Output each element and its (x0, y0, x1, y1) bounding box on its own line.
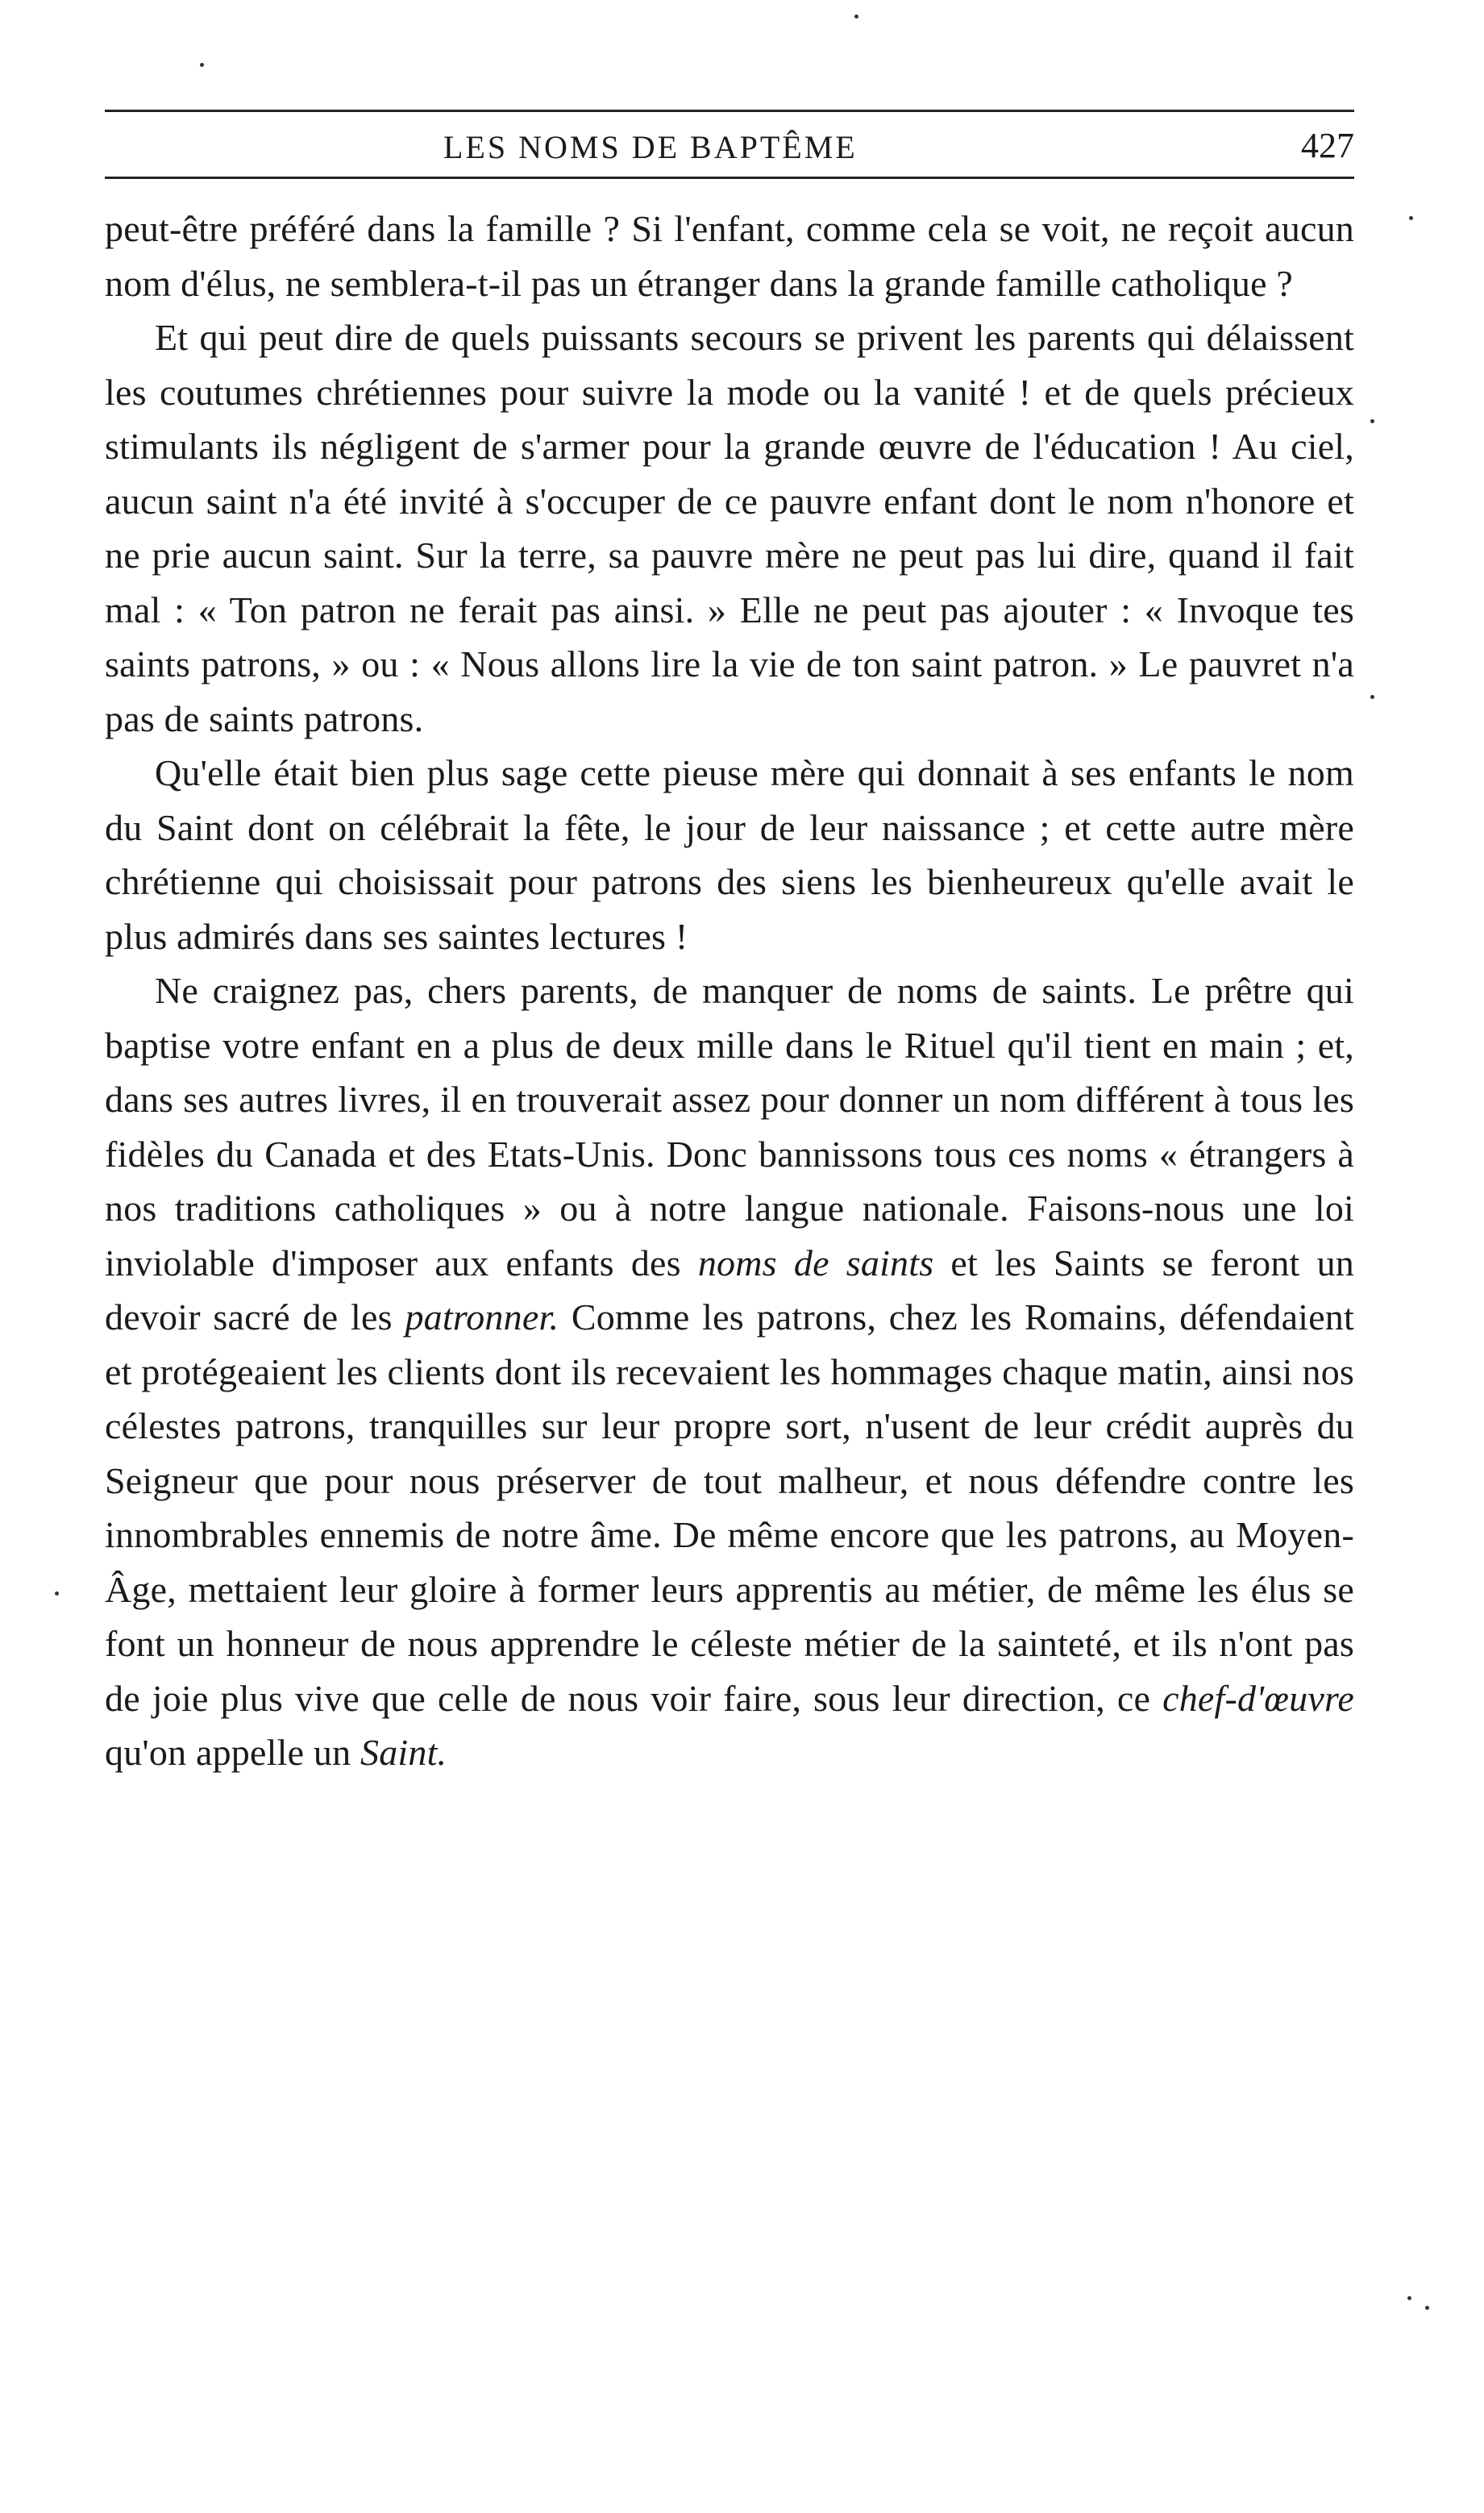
text-run: et les Saints se feront un devoir sacré de les (105, 1242, 1354, 1338)
print-speck (1425, 2306, 1429, 2310)
italic-phrase: Saint. (360, 1732, 447, 1773)
text-run: Comme les patrons, chez les Romains, défendaient et protégeaient les clients dont ils recevaient les hommages chaque matin, ainsi nos célestes patrons, tranquilles sur leur propre sort, n'usent de leur crédit auprès du Seigneur que pour nous préserver de tout malheur, et nous défendre contre les innombrables ennemis de notre âme. De même encore que les patrons, au Moyen-Âge, mettaient leur gloire à former leurs apprentis au métier, de même les élus se font un honneur de nous apprendre le céleste métier de la sainteté, et ils n'ont pas de joie plus vive que celle de nous voir faire, sous leur direction, ce (105, 1296, 1354, 1719)
page-number: 427 (1301, 126, 1354, 165)
text-run: peut-être préféré dans la famille ? Si l'enfant, comme cela se voit, ne reçoit aucun nom d'élus, ne semblera-t-il pas un étranger dans la grande famille catholique ? (105, 208, 1354, 304)
text-run: qu'on appelle un (105, 1732, 360, 1773)
page-header (105, 110, 1354, 179)
italic-phrase: patronner. (405, 1296, 559, 1338)
body-text (105, 202, 1354, 1780)
italic-phrase: chef-d'œuvre (1162, 1677, 1354, 1719)
italic-phrase: noms de saints (697, 1242, 934, 1284)
print-speck (55, 1591, 59, 1596)
paragraph-1 (105, 202, 1354, 310)
paragraph-4 (105, 963, 1354, 1780)
print-speck (1409, 216, 1413, 220)
print-speck (854, 15, 858, 19)
print-speck (1370, 695, 1374, 699)
print-speck (1407, 2296, 1411, 2300)
print-speck (200, 63, 204, 67)
paragraph-3 (105, 746, 1354, 963)
text-run: Ne craignez pas, chers parents, de manquer de noms de saints. Le prêtre qui baptise votre enfant en a plus de deux mille dans le Rituel qu'il tient en main ; et, dans ses autres livres, il en trouverait assez pour donner un nom différent à tous les fidèles du Canada et des Etats-Unis. Donc bannissons tous ces noms « étrangers à nos traditions catholiques » ou à notre langue nationale. Faisons-nous une loi inviolable d'imposer aux enfants des (105, 970, 1354, 1284)
running-head: LES NOMS DE BAPTÊME (443, 129, 858, 165)
text-run: Et qui peut dire de quels puissants secours se privent les parents qui délaissent les coutumes chrétiennes pour suivre la mode ou la vanité ! et de quels précieux stimulants ils négligent de s'armer pour la grande œuvre de l'éducation ! Au ciel, aucun saint n'a été invité à s'occuper de ce pauvre enfant dont le nom n'honore et ne prie aucun saint. Sur la terre, sa pauvre mère ne peut pas lui dire, quand il fait mal : « Ton patron ne ferait pas ainsi. » Elle ne peut pas ajouter : « Invoque tes saints patrons, » ou : « Nous allons lire la vie de ton saint patron. » Le pauvret n'a pas de saints patrons. (105, 317, 1354, 739)
print-speck (1370, 419, 1374, 423)
paragraph-2 (105, 310, 1354, 746)
text-run: Qu'elle était bien plus sage cette pieuse mère qui donnait à ses enfants le nom du Saint dont on célébrait la fête, le jour de leur naissance ; et cette autre mère chrétienne qui choisissait pour patrons des siens les bienheureux qu'elle avait le plus admirés dans ses saintes lectures ! (105, 752, 1354, 957)
